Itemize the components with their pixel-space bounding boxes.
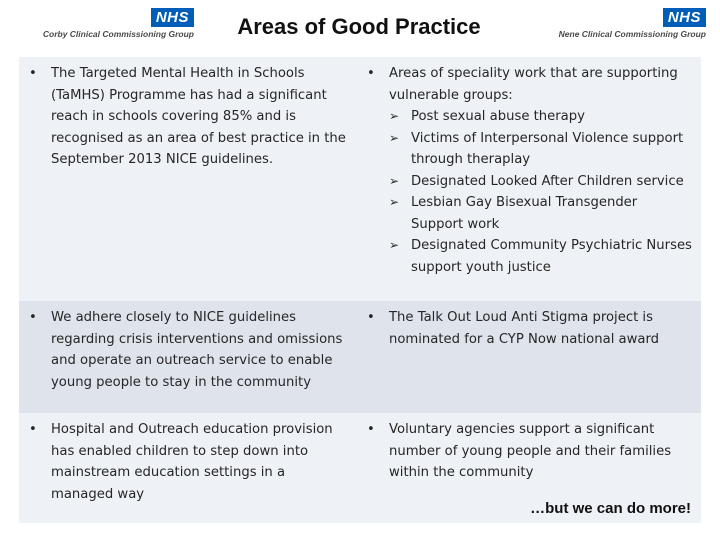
arrow-bullet-icon: ➢ xyxy=(389,173,400,188)
cell-text: The Targeted Mental Health in Schools (TaMHS) Programme has had a significant reach in schools covering 85% and is recognised as an area of best practice in the September 2013 NICE guidelines. xyxy=(51,66,346,167)
table-cell-r2c1 xyxy=(19,301,357,413)
list-item: ➢ Lesbian Gay Bisexual Transgender Support work xyxy=(389,192,693,235)
nhs-badge-left: NHS xyxy=(151,8,194,27)
table-cell-r3c1 xyxy=(19,413,357,523)
nhs-badge-right: NHS xyxy=(663,8,706,27)
cell-text: The Talk Out Loud Anti Stigma project is nominated for a CYP Now national award xyxy=(389,310,660,347)
bullet-icon: • xyxy=(367,422,375,437)
cell-text: Voluntary agencies support a significant number of young people and their families within the community xyxy=(389,422,672,480)
nene-ccg-logo xyxy=(546,8,706,39)
nene-ccg-name: Nene Clinical Commissioning Group xyxy=(558,29,706,39)
bullet-icon: • xyxy=(367,66,375,81)
bullet-icon: • xyxy=(29,422,37,437)
cell-text: Areas of speciality work that are supporting vulnerable groups: xyxy=(389,66,678,103)
table-cell-r1c1 xyxy=(19,57,357,301)
arrow-bullet-icon: ➢ xyxy=(389,109,400,123)
corby-ccg-logo xyxy=(14,8,194,39)
bullet-icon: • xyxy=(29,310,37,325)
list-item: ➢ Victims of Interpersonal Violence support through theraplay xyxy=(389,128,693,171)
cell-text: We adhere closely to NICE guidelines regarding crisis interventions and omissions and operate an outreach service to enable young people to stay in the community xyxy=(51,310,343,390)
table-cell-r1c2 xyxy=(357,57,701,301)
page-title: Areas of Good Practice xyxy=(237,14,481,39)
list-item: ➢ Post sexual abuse therapy xyxy=(389,106,693,128)
table-cell-r3c2 xyxy=(357,413,701,523)
practice-table xyxy=(19,57,701,523)
list-item: ➢ Designated Looked After Children service xyxy=(389,171,693,193)
corby-ccg-name: Corby Clinical Commissioning Group xyxy=(42,29,194,39)
bullet-icon: • xyxy=(29,66,37,81)
table-cell-r2c2 xyxy=(357,301,701,413)
bullet-icon: • xyxy=(367,310,375,325)
cell-text: Hospital and Outreach education provision has enabled children to step down into mainstream education settings in a managed way xyxy=(51,422,333,502)
arrow-bullet-icon: ➢ xyxy=(389,238,400,252)
list-item: ➢ Designated Community Psychiatric Nurses support youth justice xyxy=(389,235,693,278)
tagline: …but we can do more! xyxy=(530,499,691,517)
arrow-bullet-icon: ➢ xyxy=(389,195,400,209)
speciality-list xyxy=(389,106,693,278)
arrow-bullet-icon: ➢ xyxy=(389,130,400,145)
